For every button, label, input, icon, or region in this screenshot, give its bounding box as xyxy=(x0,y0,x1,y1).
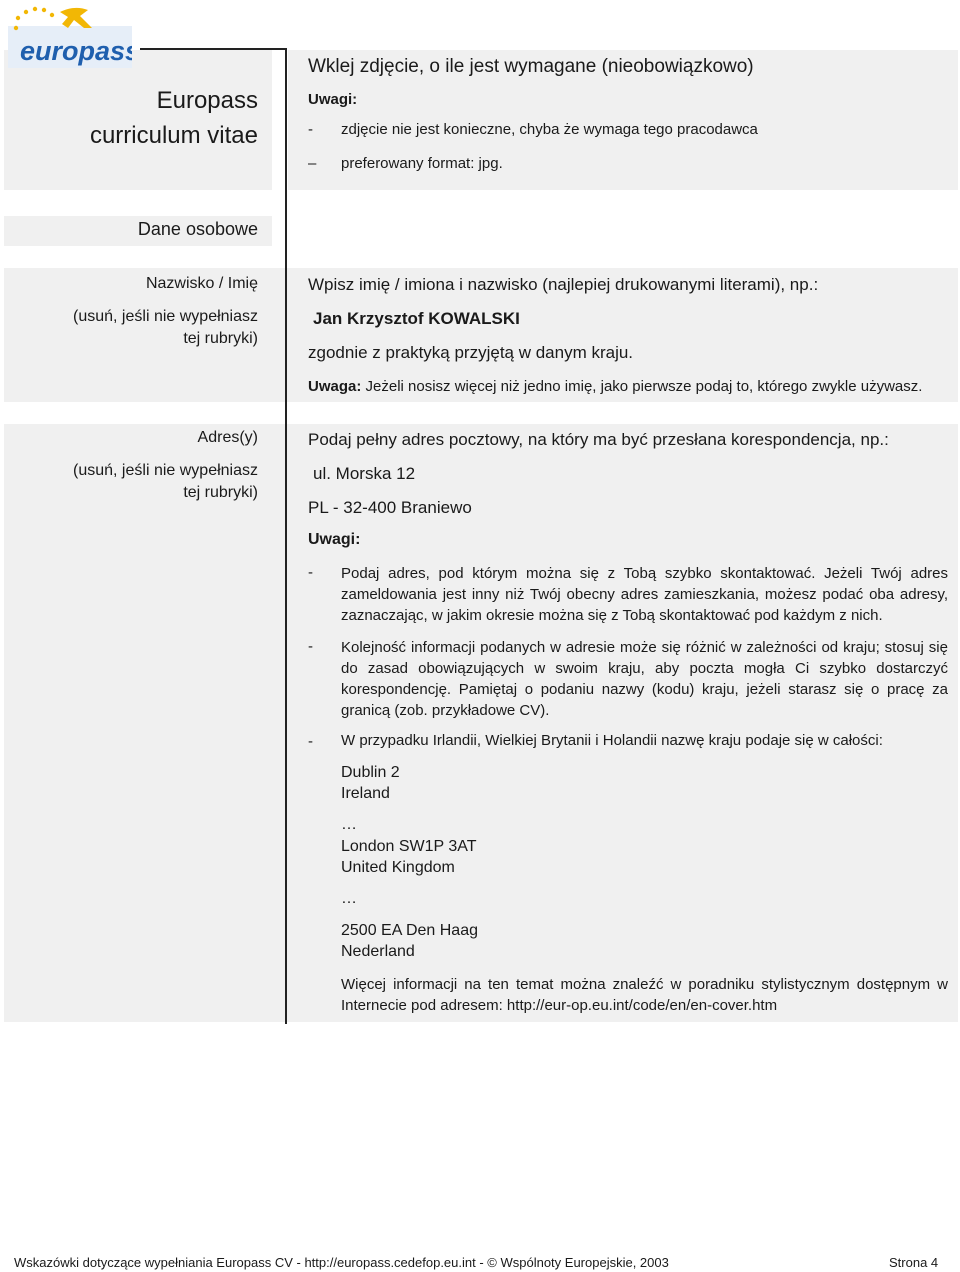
more-info-text: Więcej informacji na ten temat można znaleźć w poradniku stylistycznym dostępnym w Internecie pod adresem: http://eur-op.eu.int/code/en/en-cover.htm xyxy=(341,976,948,1014)
example-uk: United Kingdom xyxy=(341,859,455,876)
page-number: Strona 4 xyxy=(889,1255,939,1270)
bullet-dash: – xyxy=(308,155,317,172)
address-note-3: W przypadku Irlandii, Wielkiej Brytanii i Holandii nazwę kraju podaje się w całości: xyxy=(341,732,883,749)
address-notes-label: Uwagi: xyxy=(308,531,361,548)
header-left-band xyxy=(4,50,272,190)
footer-text: Wskazówki dotyczące wypełniania Europass CV - http://europass.cedefop.eu.int - © Wspólnoty Europejskie, 2003 xyxy=(14,1255,669,1270)
name-example: Jan Krzysztof KOWALSKI xyxy=(313,309,520,328)
name-note: zgodnie z praktyką przyjętą w danym kraju. xyxy=(308,343,634,362)
header-rule xyxy=(140,48,286,50)
section-title: Dane osobowe xyxy=(137,219,258,239)
vertical-divider xyxy=(285,48,287,1024)
cv-title-line1: Europass xyxy=(156,87,258,114)
name-instruction: Wpisz imię / imiona i nazwisko (najlepiej drukowanymi literami), np.: xyxy=(308,275,819,294)
bullet-dash: - xyxy=(308,121,313,138)
cv-title-line2: curriculum vitae xyxy=(89,122,258,149)
example-ellipsis-2: … xyxy=(341,890,357,907)
svg-text:europass: europass xyxy=(20,36,132,66)
address-instruction: Podaj pełny adres pocztowy, na który ma być przesłana korespondencja, np.: xyxy=(308,430,889,449)
europass-logo xyxy=(8,4,132,68)
address-hint: (usuń, jeśli nie wypełniasz tej rubryki) xyxy=(73,462,258,501)
name-label: Nazwisko / Imię xyxy=(145,275,258,292)
address-block-band xyxy=(4,424,958,1022)
example-ireland: Ireland xyxy=(341,785,390,802)
photo-note-1: zdjęcie nie jest konieczne, chyba że wymaga tego pracodawca xyxy=(341,121,758,138)
photo-heading: Wklej zdjęcie, o ile jest wymagane (nieobowiązkowo) xyxy=(308,56,754,77)
bullet-dash: - xyxy=(308,564,313,581)
address-example-line2: PL - 32-400 Braniewo xyxy=(308,498,472,517)
address-example-line1: ul. Morska 12 xyxy=(313,464,416,483)
example-dublin: Dublin 2 xyxy=(341,764,400,781)
address-label: Adres(y) xyxy=(197,429,258,446)
photo-notes-label: Uwagi: xyxy=(308,91,358,108)
example-haag: 2500 EA Den Haag xyxy=(341,922,478,939)
name-warning xyxy=(308,378,922,395)
warning-label: Uwaga: xyxy=(308,378,362,395)
bullet-dash: - xyxy=(308,638,313,655)
photo-note-2: preferowany format: jpg. xyxy=(341,155,503,172)
address-note-1: Podaj adres, pod którym można się z Tobą szybko skontaktować. Jeżeli Twój adres zameldowania jest inny niż Twój obecny adres zamieszkania, możesz podać oba adresy, zaznaczając, w jakim okresie można się z Tobą skontaktować pod każdym z nich. xyxy=(341,565,948,624)
warning-text: Jeżeli nosisz więcej niż jedno imię, jako pierwsze podaj to, którego zwykle używasz. xyxy=(365,378,923,395)
example-nederland: Nederland xyxy=(341,943,415,960)
address-note-2: Kolejność informacji podanych w adresie może się różnić w zależności od kraju; stosuj się do zasad obowiązujących w swoim kraju, aby poczta mogła Ci szybko dostarczyć korespondencję. Pamiętaj o podaniu nazwy (kodu) kraju, jeżeli starasz się o pracę za granicą (zob. przykładowe CV). xyxy=(341,639,948,719)
example-ellipsis-1: … xyxy=(341,816,357,833)
name-hint: (usuń, jeśli nie wypełniasz tej rubryki) xyxy=(73,308,258,347)
example-london: London SW1P 3AT xyxy=(341,838,477,855)
bullet-dash: - xyxy=(308,733,313,750)
